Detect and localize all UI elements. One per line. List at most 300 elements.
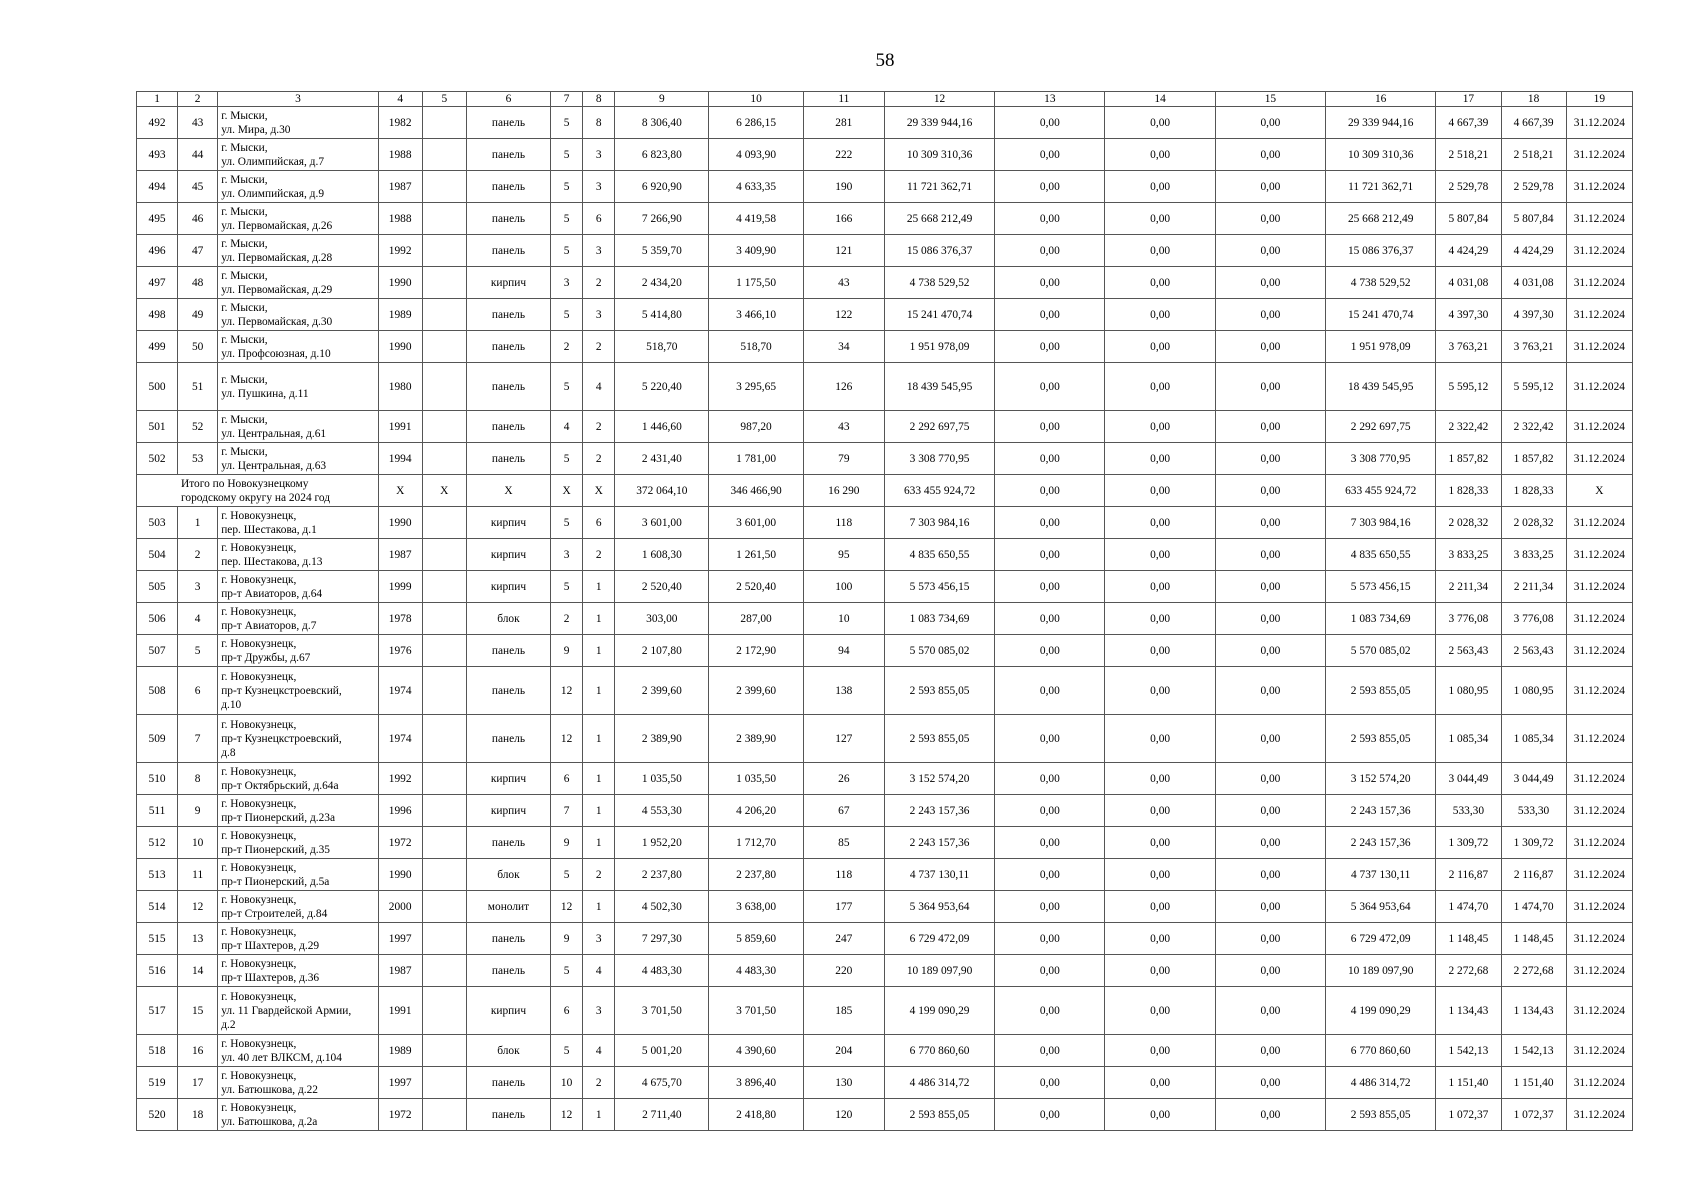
residents-cell: 67 <box>803 795 884 827</box>
year-cell: 1992 <box>378 235 422 267</box>
address-cell <box>218 507 378 539</box>
col15-cell: 0,00 <box>1215 667 1325 715</box>
entrances-cell: 2 <box>583 539 615 571</box>
col14-cell: 0,00 <box>1105 107 1215 139</box>
floors-cell: 5 <box>551 955 583 987</box>
entrances-cell: 2 <box>583 267 615 299</box>
col15-cell: 0,00 <box>1215 827 1325 859</box>
municipal-number: 3 <box>178 571 218 603</box>
area-living-cell: 2 237,80 <box>709 859 803 891</box>
address-cell <box>218 171 378 203</box>
col13-cell: 0,00 <box>995 507 1105 539</box>
header-row <box>137 92 1633 107</box>
entrances-cell: 4 <box>583 1035 615 1067</box>
column-header-14: 14 <box>1105 92 1215 107</box>
col15-cell: 0,00 <box>1215 763 1325 795</box>
year-cell: 1989 <box>378 1035 422 1067</box>
col16-cell: 15 086 376,37 <box>1326 235 1436 267</box>
entrances-cell: 3 <box>583 987 615 1035</box>
municipal-number: 2 <box>178 539 218 571</box>
area-total-cell: 1 608,30 <box>615 539 709 571</box>
material-cell: панель <box>466 1067 550 1099</box>
address-cell <box>218 827 378 859</box>
area-total-cell: 2 434,20 <box>615 267 709 299</box>
address-cell-line: ул. Олимпийская, д.9 <box>221 187 325 200</box>
area-living-cell: 4 206,20 <box>709 795 803 827</box>
column-header-8: 8 <box>583 92 615 107</box>
address-cell-line: пр-т Дружбы, д.67 <box>221 651 311 664</box>
col15-cell: 0,00 <box>1215 331 1325 363</box>
residents-cell: 127 <box>803 715 884 763</box>
address-cell-line: ул. Батюшкова, д.2а <box>221 1115 318 1128</box>
column-header-2: 2 <box>178 92 218 107</box>
col16-cell: 4 738 529,52 <box>1326 267 1436 299</box>
residents-cell: 94 <box>803 635 884 667</box>
col14-cell: 0,00 <box>1105 539 1215 571</box>
address-cell-line: г. Новокузнецк, <box>221 797 297 810</box>
column-header-10: 10 <box>709 92 803 107</box>
residents-cell: 138 <box>803 667 884 715</box>
material-cell: панель <box>466 635 550 667</box>
material-cell: монолит <box>466 891 550 923</box>
year-cell: 1987 <box>378 539 422 571</box>
col16-cell: 3 308 770,95 <box>1326 443 1436 475</box>
address-cell-line: г. Мыски, <box>221 413 268 426</box>
municipal-number: 49 <box>178 299 218 331</box>
col18-cell: 533,30 <box>1501 795 1566 827</box>
floors-cell: 9 <box>551 923 583 955</box>
area-living-cell: 2 418,80 <box>709 1099 803 1131</box>
col18-cell: 4 397,30 <box>1501 299 1566 331</box>
address-cell-line: пр-т Строителей, д.84 <box>221 907 328 920</box>
row-number: 503 <box>137 507 178 539</box>
area-total-cell: 5 220,40 <box>615 363 709 411</box>
floors-cell: 10 <box>551 1067 583 1099</box>
residents-cell: 177 <box>803 891 884 923</box>
col17-cell: 1 542,13 <box>1436 1035 1501 1067</box>
floors-cell: 2 <box>551 331 583 363</box>
col16-cell: 5 364 953,64 <box>1326 891 1436 923</box>
date-cell: 31.12.2024 <box>1566 235 1632 267</box>
municipal-number: 7 <box>178 715 218 763</box>
entrances-cell: 3 <box>583 923 615 955</box>
total-label <box>137 475 379 507</box>
municipal-number: 50 <box>178 331 218 363</box>
cost-total-cell: 11 721 362,71 <box>884 171 994 203</box>
col16-cell: 2 292 697,75 <box>1326 411 1436 443</box>
col16-cell: 2 243 157,36 <box>1326 827 1436 859</box>
col16-cell: 6 770 860,60 <box>1326 1035 1436 1067</box>
table-body <box>137 107 1633 1131</box>
column-header-12: 12 <box>884 92 994 107</box>
area-living-cell: 1 712,70 <box>709 827 803 859</box>
address-cell-line: ул. Первомайская, д.28 <box>221 251 333 264</box>
table-row <box>137 987 1633 1035</box>
area-total-cell: 2 237,80 <box>615 859 709 891</box>
col5-cell <box>422 987 466 1035</box>
col5-cell <box>422 1099 466 1131</box>
date-cell: 31.12.2024 <box>1566 859 1632 891</box>
address-cell-line: ул. Батюшкова, д.22 <box>221 1083 318 1096</box>
year-cell: 1989 <box>378 299 422 331</box>
col16-cell: 4 835 650,55 <box>1326 539 1436 571</box>
area-living-cell: 2 399,60 <box>709 667 803 715</box>
address-cell <box>218 235 378 267</box>
col15-cell: 0,00 <box>1215 203 1325 235</box>
residents-cell: 26 <box>803 763 884 795</box>
col14-cell: 0,00 <box>1105 1099 1215 1131</box>
address-cell-line: г. Новокузнецк, <box>221 765 297 778</box>
col18-cell: 1 072,37 <box>1501 1099 1566 1131</box>
col5-cell <box>422 1067 466 1099</box>
address-cell <box>218 299 378 331</box>
floors-cell: 5 <box>551 571 583 603</box>
cost-total-cell: 7 303 984,16 <box>884 507 994 539</box>
total-label-line: Итого по Новокузнецкому <box>181 477 309 490</box>
col15-cell: 0,00 <box>1215 139 1325 171</box>
entrances-cell: 4 <box>583 363 615 411</box>
area-living-cell: 3 638,00 <box>709 891 803 923</box>
col18-cell: 1 085,34 <box>1501 715 1566 763</box>
col15-cell: 0,00 <box>1215 443 1325 475</box>
col18-cell: 2 116,87 <box>1501 859 1566 891</box>
material-cell: кирпич <box>466 267 550 299</box>
row-number: 501 <box>137 411 178 443</box>
material-cell: блок <box>466 859 550 891</box>
column-header-16: 16 <box>1326 92 1436 107</box>
area-total-cell: 3 601,00 <box>615 507 709 539</box>
total-c4: X <box>378 475 422 507</box>
material-cell: кирпич <box>466 571 550 603</box>
col17-cell: 4 667,39 <box>1436 107 1501 139</box>
col16-cell: 4 737 130,11 <box>1326 859 1436 891</box>
area-total-cell: 2 107,80 <box>615 635 709 667</box>
year-cell: 1991 <box>378 987 422 1035</box>
column-header-4: 4 <box>378 92 422 107</box>
col17-cell: 1 474,70 <box>1436 891 1501 923</box>
material-cell: панель <box>466 331 550 363</box>
col18-cell: 1 148,45 <box>1501 923 1566 955</box>
col18-cell: 1 857,82 <box>1501 443 1566 475</box>
entrances-cell: 2 <box>583 411 615 443</box>
entrances-cell: 1 <box>583 891 615 923</box>
area-total-cell: 5 359,70 <box>615 235 709 267</box>
cost-total-cell: 1 083 734,69 <box>884 603 994 635</box>
col13-cell: 0,00 <box>995 235 1105 267</box>
municipal-number: 14 <box>178 955 218 987</box>
material-cell: кирпич <box>466 507 550 539</box>
cost-total-cell: 15 241 470,74 <box>884 299 994 331</box>
address-cell <box>218 763 378 795</box>
floors-cell: 9 <box>551 827 583 859</box>
address-cell-line: г. Мыски, <box>221 109 268 122</box>
material-cell: панель <box>466 955 550 987</box>
area-total-cell: 4 553,30 <box>615 795 709 827</box>
area-total-cell: 5 414,80 <box>615 299 709 331</box>
column-header-17: 17 <box>1436 92 1501 107</box>
floors-cell: 5 <box>551 1035 583 1067</box>
year-cell: 1974 <box>378 715 422 763</box>
col17-cell: 1 085,34 <box>1436 715 1501 763</box>
residents-cell: 95 <box>803 539 884 571</box>
material-cell: панель <box>466 667 550 715</box>
date-cell: 31.12.2024 <box>1566 891 1632 923</box>
cost-total-cell: 4 738 529,52 <box>884 267 994 299</box>
col15-cell: 0,00 <box>1215 299 1325 331</box>
total-c16: 633 455 924,72 <box>1326 475 1436 507</box>
total-c18: 1 828,33 <box>1501 475 1566 507</box>
total-c11: 16 290 <box>803 475 884 507</box>
material-cell: панель <box>466 827 550 859</box>
cost-total-cell: 5 364 953,64 <box>884 891 994 923</box>
col13-cell: 0,00 <box>995 571 1105 603</box>
area-total-cell: 2 399,60 <box>615 667 709 715</box>
address-cell <box>218 107 378 139</box>
col18-cell: 2 563,43 <box>1501 635 1566 667</box>
col17-cell: 2 028,32 <box>1436 507 1501 539</box>
floors-cell: 6 <box>551 763 583 795</box>
row-number: 505 <box>137 571 178 603</box>
cost-total-cell: 2 292 697,75 <box>884 411 994 443</box>
entrances-cell: 3 <box>583 171 615 203</box>
date-cell: 31.12.2024 <box>1566 299 1632 331</box>
col5-cell <box>422 171 466 203</box>
address-cell <box>218 635 378 667</box>
row-number: 516 <box>137 955 178 987</box>
row-number: 507 <box>137 635 178 667</box>
col18-cell: 3 763,21 <box>1501 331 1566 363</box>
col5-cell <box>422 891 466 923</box>
table-row <box>137 331 1633 363</box>
col15-cell: 0,00 <box>1215 171 1325 203</box>
col14-cell: 0,00 <box>1105 267 1215 299</box>
address-cell-line: г. Мыски, <box>221 237 268 250</box>
address-cell-line: пр-т Пионерский, д.23а <box>221 811 336 824</box>
address-cell-line: пр-т Шахтеров, д.36 <box>221 971 320 984</box>
address-cell-line: г. Новокузнецк, <box>221 573 297 586</box>
address-cell-line: пр-т Пионерский, д.35 <box>221 843 330 856</box>
address-cell-line: г. Новокузнецк, <box>221 605 297 618</box>
col17-cell: 5 595,12 <box>1436 363 1501 411</box>
col14-cell: 0,00 <box>1105 987 1215 1035</box>
cost-total-cell: 18 439 545,95 <box>884 363 994 411</box>
col18-cell: 2 322,42 <box>1501 411 1566 443</box>
municipal-number: 45 <box>178 171 218 203</box>
address-cell-line: пр-т Авиаторов, д.7 <box>221 619 317 632</box>
date-cell: 31.12.2024 <box>1566 171 1632 203</box>
col15-cell: 0,00 <box>1215 267 1325 299</box>
entrances-cell: 2 <box>583 443 615 475</box>
col5-cell <box>422 667 466 715</box>
floors-cell: 5 <box>551 859 583 891</box>
col15-cell: 0,00 <box>1215 859 1325 891</box>
col13-cell: 0,00 <box>995 891 1105 923</box>
year-cell: 1992 <box>378 763 422 795</box>
cost-total-cell: 4 737 130,11 <box>884 859 994 891</box>
row-number: 497 <box>137 267 178 299</box>
entrances-cell: 6 <box>583 507 615 539</box>
date-cell: 31.12.2024 <box>1566 987 1632 1035</box>
table-row <box>137 923 1633 955</box>
address-cell-line: д.2 <box>221 1018 236 1031</box>
area-living-cell: 4 390,60 <box>709 1035 803 1067</box>
residents-cell: 166 <box>803 203 884 235</box>
area-total-cell: 1 446,60 <box>615 411 709 443</box>
year-cell: 1996 <box>378 795 422 827</box>
address-cell-line: г. Новокузнецк, <box>221 893 297 906</box>
row-number: 493 <box>137 139 178 171</box>
address-cell-line: г. Новокузнецк, <box>221 670 297 683</box>
col5-cell <box>422 715 466 763</box>
year-cell: 1990 <box>378 859 422 891</box>
area-total-cell: 7 266,90 <box>615 203 709 235</box>
address-cell <box>218 203 378 235</box>
area-total-cell: 518,70 <box>615 331 709 363</box>
col17-cell: 2 272,68 <box>1436 955 1501 987</box>
date-cell: 31.12.2024 <box>1566 363 1632 411</box>
cost-total-cell: 4 835 650,55 <box>884 539 994 571</box>
year-cell: 1972 <box>378 827 422 859</box>
row-number: 510 <box>137 763 178 795</box>
row-number: 513 <box>137 859 178 891</box>
cost-total-cell: 6 770 860,60 <box>884 1035 994 1067</box>
area-total-cell: 4 502,30 <box>615 891 709 923</box>
cost-total-cell: 2 243 157,36 <box>884 795 994 827</box>
col15-cell: 0,00 <box>1215 411 1325 443</box>
col17-cell: 3 833,25 <box>1436 539 1501 571</box>
residents-cell: 43 <box>803 267 884 299</box>
date-cell: 31.12.2024 <box>1566 635 1632 667</box>
municipal-number: 47 <box>178 235 218 267</box>
floors-cell: 2 <box>551 603 583 635</box>
floors-cell: 12 <box>551 715 583 763</box>
date-cell: 31.12.2024 <box>1566 107 1632 139</box>
col16-cell: 15 241 470,74 <box>1326 299 1436 331</box>
table-row <box>137 1099 1633 1131</box>
area-total-cell: 2 431,40 <box>615 443 709 475</box>
col17-cell: 4 424,29 <box>1436 235 1501 267</box>
table-row <box>137 955 1633 987</box>
address-cell <box>218 443 378 475</box>
col14-cell: 0,00 <box>1105 859 1215 891</box>
address-cell-line: пер. Шестакова, д.1 <box>221 523 317 536</box>
address-cell <box>218 795 378 827</box>
row-number: 511 <box>137 795 178 827</box>
table-header <box>137 92 1633 107</box>
year-cell: 1987 <box>378 171 422 203</box>
col13-cell: 0,00 <box>995 299 1105 331</box>
area-total-cell: 6 920,90 <box>615 171 709 203</box>
date-cell: 31.12.2024 <box>1566 795 1632 827</box>
area-living-cell: 6 286,15 <box>709 107 803 139</box>
row-number: 519 <box>137 1067 178 1099</box>
date-cell: 31.12.2024 <box>1566 203 1632 235</box>
col13-cell: 0,00 <box>995 107 1105 139</box>
area-total-cell: 2 711,40 <box>615 1099 709 1131</box>
col5-cell <box>422 603 466 635</box>
col18-cell: 3 044,49 <box>1501 763 1566 795</box>
col13-cell: 0,00 <box>995 667 1105 715</box>
address-cell <box>218 987 378 1035</box>
entrances-cell: 1 <box>583 827 615 859</box>
col17-cell: 1 080,95 <box>1436 667 1501 715</box>
entrances-cell: 1 <box>583 795 615 827</box>
year-cell: 1990 <box>378 507 422 539</box>
material-cell: кирпич <box>466 763 550 795</box>
floors-cell: 12 <box>551 1099 583 1131</box>
col16-cell: 7 303 984,16 <box>1326 507 1436 539</box>
row-number: 506 <box>137 603 178 635</box>
col5-cell <box>422 267 466 299</box>
entrances-cell: 1 <box>583 667 615 715</box>
cost-total-cell: 10 309 310,36 <box>884 139 994 171</box>
col16-cell: 2 243 157,36 <box>1326 795 1436 827</box>
col18-cell: 2 028,32 <box>1501 507 1566 539</box>
col14-cell: 0,00 <box>1105 443 1215 475</box>
col16-cell: 3 152 574,20 <box>1326 763 1436 795</box>
residents-cell: 118 <box>803 507 884 539</box>
table-row <box>137 411 1633 443</box>
table-row <box>137 795 1633 827</box>
residents-cell: 120 <box>803 1099 884 1131</box>
area-total-cell: 2 520,40 <box>615 571 709 603</box>
municipal-number: 11 <box>178 859 218 891</box>
col16-cell: 5 570 085,02 <box>1326 635 1436 667</box>
col14-cell: 0,00 <box>1105 331 1215 363</box>
table-row <box>137 443 1633 475</box>
col14-cell: 0,00 <box>1105 139 1215 171</box>
row-number: 509 <box>137 715 178 763</box>
table-row <box>137 1035 1633 1067</box>
area-total-cell: 5 001,20 <box>615 1035 709 1067</box>
residents-cell: 247 <box>803 923 884 955</box>
col18-cell: 2 272,68 <box>1501 955 1566 987</box>
row-number: 515 <box>137 923 178 955</box>
cost-total-cell: 4 199 090,29 <box>884 987 994 1035</box>
address-cell <box>218 891 378 923</box>
area-living-cell: 1 261,50 <box>709 539 803 571</box>
col18-cell: 4 667,39 <box>1501 107 1566 139</box>
address-cell <box>218 539 378 571</box>
address-cell <box>218 859 378 891</box>
floors-cell: 5 <box>551 299 583 331</box>
date-cell: 31.12.2024 <box>1566 539 1632 571</box>
municipal-number: 6 <box>178 667 218 715</box>
col13-cell: 0,00 <box>995 795 1105 827</box>
material-cell: панель <box>466 299 550 331</box>
address-cell-line: г. Новокузнецк, <box>221 990 297 1003</box>
page-number: 58 <box>875 50 895 71</box>
row-number: 499 <box>137 331 178 363</box>
floors-cell: 5 <box>551 107 583 139</box>
address-cell <box>218 1035 378 1067</box>
row-number: 504 <box>137 539 178 571</box>
entrances-cell: 1 <box>583 635 615 667</box>
area-living-cell: 4 633,35 <box>709 171 803 203</box>
address-cell-line: г. Новокузнецк, <box>221 925 297 938</box>
municipal-number: 10 <box>178 827 218 859</box>
cost-total-cell: 6 729 472,09 <box>884 923 994 955</box>
column-header-3: 3 <box>218 92 378 107</box>
col16-cell: 29 339 944,16 <box>1326 107 1436 139</box>
col5-cell <box>422 363 466 411</box>
address-cell-line: д.8 <box>221 746 236 759</box>
col16-cell: 18 439 545,95 <box>1326 363 1436 411</box>
row-number: 496 <box>137 235 178 267</box>
cost-total-cell: 2 593 855,05 <box>884 715 994 763</box>
col14-cell: 0,00 <box>1105 795 1215 827</box>
row-number: 492 <box>137 107 178 139</box>
